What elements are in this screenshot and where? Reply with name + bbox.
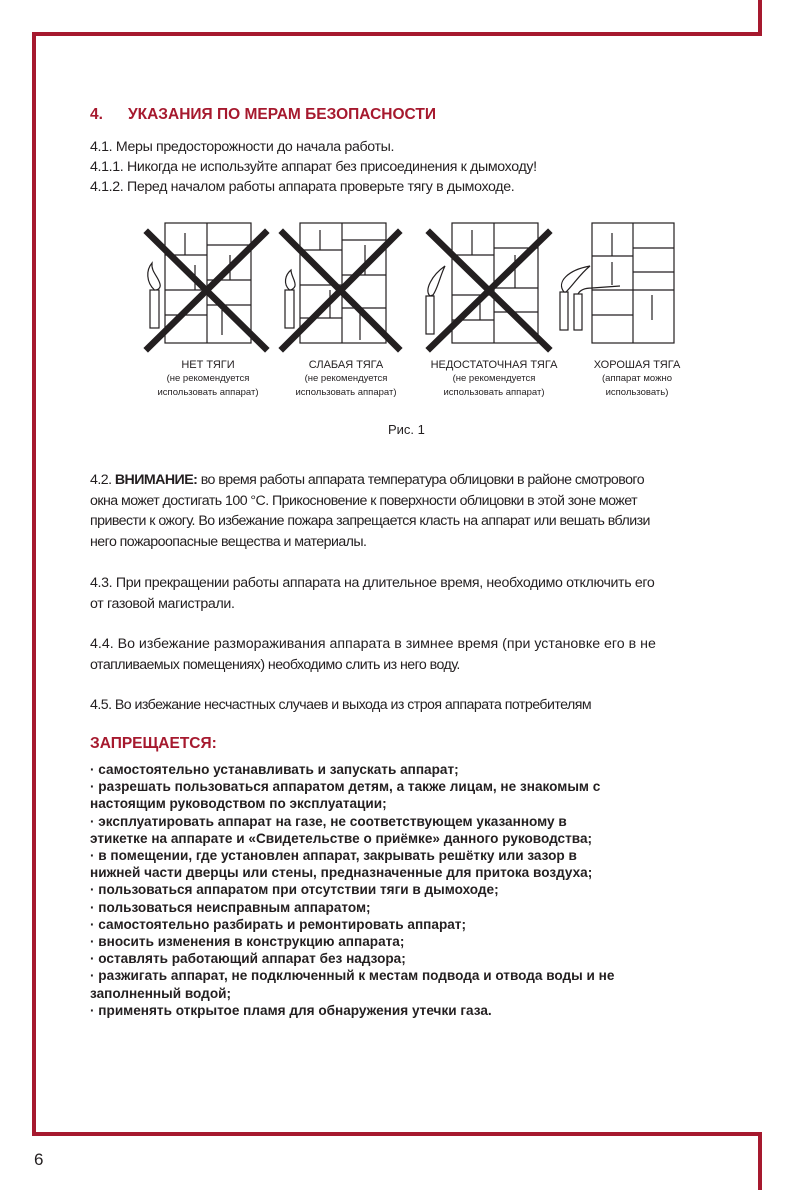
figure-caption: Рис. 1: [388, 422, 425, 437]
forbidden-item: · самостоятельно разбирать и ремонтировать аппарат;: [90, 916, 466, 932]
p43-line-1: 4.3. При прекращении работы аппарата на длительное время, необходимо отключить его: [90, 575, 655, 591]
intro-line-2: 4.1.1. Никогда не используйте аппарат без присоединения к дымоходу!: [90, 159, 537, 175]
forbidden-item: · разрешать пользоваться аппаратом детям, а также лицам, не знакомым с: [90, 779, 601, 795]
figure-label-3-note2: использовать аппарат): [443, 387, 545, 398]
forbidden-title: ЗАПРЕЩАЕТСЯ:: [90, 735, 217, 752]
forbidden-item: заполненный водой;: [90, 985, 232, 1001]
forbidden-item: · пользоваться аппаратом при отсутствии тяги в дымоходе;: [90, 882, 499, 898]
forbidden-item: настоящим руководством по эксплуатации;: [90, 796, 387, 812]
p42-line-4: него пожароопасные вещества и материалы.: [90, 533, 367, 550]
chimney-panel-4: [592, 223, 674, 343]
candle-icon-1: [148, 263, 160, 328]
forbidden-item: · эксплуатировать аппарат на газе, не соответствующем указанному в: [90, 813, 567, 829]
p42-emphasis: ВНИМАНИЕ:: [114, 472, 198, 488]
figure-label-1-note1: (не рекомендуется: [166, 373, 250, 384]
figure-label-2-note2: использовать аппарат): [295, 387, 397, 398]
intro-line-3: 4.1.2. Перед началом работы аппарата проверьте тягу в дымоходе.: [90, 179, 515, 195]
page-number: 6: [34, 1150, 44, 1169]
forbidden-item: · самостоятельно устанавливать и запускать аппарат;: [90, 762, 459, 777]
figure-label-2-note1: (не рекомендуется: [304, 373, 388, 384]
forbidden-item: · в помещении, где установлен аппарат, закрывать решётку или зазор в: [90, 848, 577, 864]
section-title: УКАЗАНИЯ ПО МЕРАМ БЕЗОПАСНОСТИ: [128, 106, 436, 123]
p43-line-2: от газовой магистрали.: [90, 595, 235, 612]
p42-line-1: во время работы аппарата температура облицовки в районе смотрового: [197, 472, 645, 488]
figure-label-4-title: ХОРОШАЯ ТЯГА: [593, 359, 681, 371]
p42-line-2: окна может достигать 100 °С. Прикосновение к поверхности облицовки в этой зоне может: [90, 492, 638, 509]
figure-label-3-note1: (не рекомендуется: [452, 373, 536, 384]
forbidden-item: этикетке на аппарате и «Свидетельстве о приёмке» данного руководства;: [90, 830, 593, 846]
p44-line-2: отапливаемых помещениях) необходимо слить из него воду.: [90, 656, 460, 673]
figure-label-4-note2: использовать): [605, 387, 669, 398]
forbidden-item: · пользоваться неисправным аппаратом;: [90, 899, 371, 915]
draft-figure: [0, 0, 792, 420]
figure-label-2-title: СЛАБАЯ ТЯГА: [308, 359, 384, 371]
forbidden-item: · вносить изменения в конструкцию аппарата;: [90, 934, 405, 950]
frame-line-bottom-right: [758, 1132, 762, 1190]
figure-label-4-note1: (аппарат можно: [602, 373, 672, 384]
p42-line-3: привести к ожогу. Во избежание пожара запрещается класть на аппарат или вешать вблизи: [90, 513, 650, 529]
intro-line-1: 4.1. Меры предосторожности до начала работы.: [90, 139, 395, 155]
forbidden-item: · разжигать аппарат, не подключенный к местам подвода и отвода воды и не: [90, 968, 615, 984]
forbidden-item: нижней части дверцы или стены, предназначенные для притока воздуха;: [90, 865, 593, 881]
figure-label-1: [140, 358, 276, 400]
paragraph-4-2: [90, 470, 730, 552]
candle-icon-3: [426, 266, 445, 334]
frame-line-bottom: [32, 1132, 762, 1136]
section-number: 4.: [90, 106, 103, 123]
figure-label-1-title: НЕТ ТЯГИ: [181, 359, 235, 371]
paragraph-4-5: 4.5. Во избежание несчастных случаев и выхода из строя аппарата потребителям: [90, 697, 592, 713]
figure-label-3-title: НЕДОСТАТОЧНАЯ ТЯГА: [430, 359, 558, 371]
cross-mark-3: [430, 233, 548, 348]
forbidden-list: [90, 761, 730, 1019]
figure-label-2: [276, 358, 416, 400]
candle-icon-4: [560, 266, 620, 330]
figure-label-1-note2: использовать аппарат): [157, 387, 259, 398]
p42-prefix: 4.2.: [90, 472, 115, 488]
figure-label-4: [572, 358, 702, 400]
paragraph-4-4: [90, 634, 730, 675]
forbidden-item: · применять открытое пламя для обнаружения утечки газа.: [90, 1002, 492, 1018]
figure-label-3: [422, 358, 566, 400]
p44-line-1: 4.4. Во избежание размораживания аппарата в зимнее время (при установке его в не: [90, 636, 656, 652]
forbidden-item: · оставлять работающий аппарат без надзора;: [90, 951, 406, 967]
candle-icon-2: [285, 270, 295, 328]
paragraph-4-3: [90, 573, 730, 614]
